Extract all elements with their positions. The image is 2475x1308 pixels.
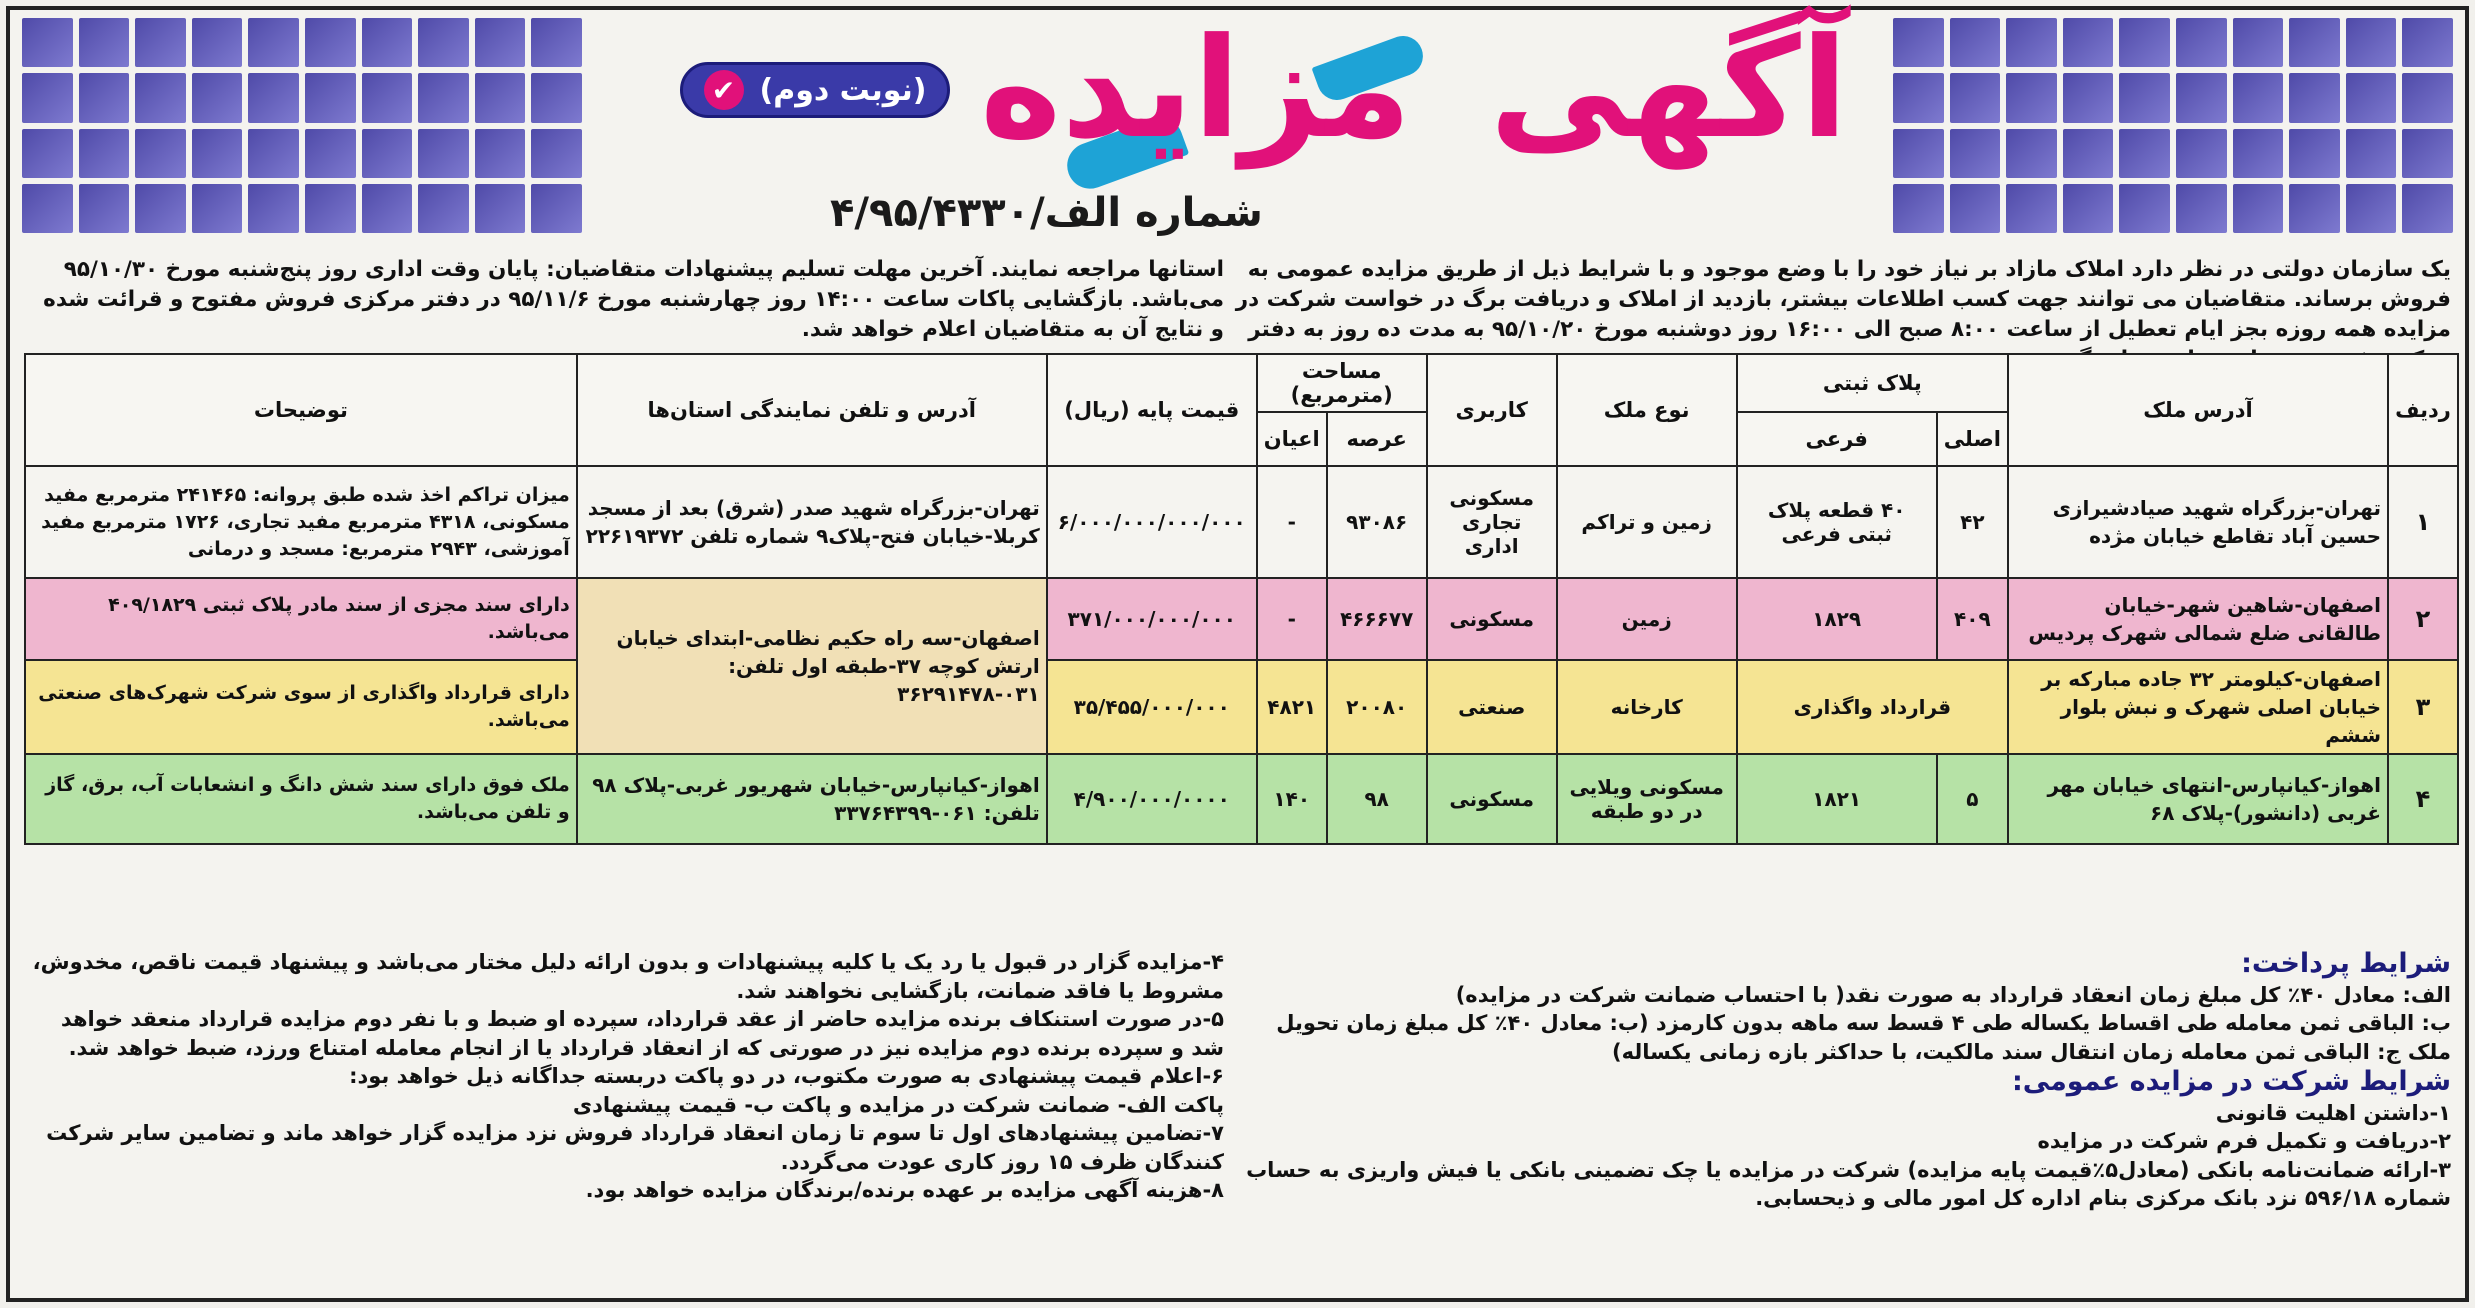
- intro-text-left: استانها مراجعه نمایند. آخرین مهلت تسلیم پیشنهادات متقاضیان: پایان وقت اداری روز پنج‌شنبه مورخ ۹۵/۱۰/۳۰ می‌باشد. بازگشایی پاکات ساعت ۱۴:۰۰ روز چهارشنبه مورخ ۹۵/۱۱/۶ در دفتر مرکزی فروش مفتوح و قرائت شده و نتایج آن به متقاضیان اعلام خواهد شد.: [43, 257, 1224, 342]
- intro-text-right: یک سازمان دولتی در نظر دارد املاک مازاد بر نیاز خود را با وضع موجود و با شرایط ذیل از طریق مزایده عمومی به فروش برساند. متقاضیان می توانند جهت کسب اطلاعات بیشتر، بازدید از املاک و دریافت برگ در خواست شرکت در مزایده همه روزه بجز ایام تعطیل از ساعت ۸:۰۰ صبح الی ۱۶:۰۰ روز دوشنبه مورخ ۹۵/۱۰/۲۰ به مدت ده روز به دفتر: [1235, 257, 2451, 342]
- property-address: اصفهان-شاهین شهر-خیابان طالقانی ضلع شمالی شهرک پردیس: [2008, 578, 2388, 660]
- area-building: ۴۸۲۱: [1257, 660, 1327, 754]
- col-plate: پلاک ثبتی: [1737, 354, 2008, 412]
- plate-sub: ۱۸۲۹: [1737, 578, 1937, 660]
- notes: میزان تراکم اخذ شده طبق پروانه: ۲۴۱۴۶۵ مترمربع مفید مسکونی، ۴۳۱۸ مترمربع مفید تجاری، ۱۷۲۶ مترمربع مفید آموزشی، ۲۹۴۳ مترمربع: مسجد و درمانی: [25, 466, 577, 578]
- row-number: ۱: [2388, 466, 2458, 578]
- col-address: آدرس ملک: [2008, 354, 2388, 466]
- row-number: ۴: [2388, 754, 2458, 844]
- check-icon: ✔: [704, 70, 744, 110]
- notes: دارای قرارداد واگذاری از سوی شرکت شهرک‌های صنعتی می‌باشد.: [25, 660, 577, 754]
- decorative-mosaic-right: [1893, 18, 2453, 233]
- property-usage: صنعتی: [1427, 660, 1557, 754]
- header: [10, 10, 2465, 245]
- col-notes: توضیحات: [25, 354, 577, 466]
- property-address: اهواز-کیانپارس-انتهای خیابان مهر غربی (دانشور)-پلاک ۶۸: [2008, 754, 2388, 844]
- area-building: ۱۴۰: [1257, 754, 1327, 844]
- col-area: مساحت (مترمربع): [1257, 354, 1427, 412]
- general-conditions-title: شرایط شرکت در مزایده عمومی:: [2011, 1066, 2451, 1097]
- general-condition-3: ۳-ارائه ضمانت‌نامه بانکی (معادل۵٪قیمت پایه مزایده) شرکت در مزایده یا چک تضمینی بانکی یا فیش واریزی به حساب شماره ۵۹۶/۱۸ نزد بانک مرکزی بنام اداره کل امور مالی و ذیحسابی.: [1246, 1157, 2451, 1210]
- base-price: ۳۵/۴۵۵/۰۰۰/۰۰۰: [1047, 660, 1257, 754]
- conditions-right: [1231, 948, 2451, 1213]
- area-land: ۹۸: [1327, 754, 1427, 844]
- property-address: تهران-بزرگراه شهید صیادشیرازی حسین آباد تقاطع خیابان مژده: [2008, 466, 2388, 578]
- general-condition-1: ۱-داشتن اهلیت قانونی: [2215, 1100, 2451, 1125]
- advertisement-page: [6, 6, 2469, 1302]
- plate-main: ۵: [1937, 754, 2008, 844]
- property-address: اصفهان-کیلومتر ۳۲ جاده مبارکه بر خیابان اصلی شهرک و نبش بلوار ششم: [2008, 660, 2388, 754]
- plate-sub: ۱۸۲۱: [1737, 754, 1937, 844]
- col-plate-sub: فرعی: [1737, 412, 1937, 466]
- col-row: ردیف: [2388, 354, 2458, 466]
- table-row: [25, 660, 2458, 754]
- area-land: ۲۰۰۸۰: [1327, 660, 1427, 754]
- property-type: زمین: [1557, 578, 1737, 660]
- payment-conditions-title: شرایط پرداخت:: [2241, 948, 2451, 979]
- property-usage: مسکونی: [1427, 754, 1557, 844]
- property-type: مسکونی ویلایی در دو طبقه: [1557, 754, 1737, 844]
- second-notice-badge: [680, 62, 950, 118]
- notes: ملک فوق دارای سند شش دانگ و انشعابات آب، برق، گاز و تلفن می‌باشد.: [25, 754, 577, 844]
- page-title: [980, 8, 1848, 169]
- property-type: زمین و تراکم: [1557, 466, 1737, 578]
- title-word-auction: مزایده: [980, 8, 1412, 169]
- table-row: [25, 466, 2458, 578]
- property-usage: مسکونی تجاری اداری: [1427, 466, 1557, 578]
- col-office: آدرس و تلفن نمایندگی استان‌ها: [577, 354, 1047, 466]
- property-type: کارخانه: [1557, 660, 1737, 754]
- table-row: [25, 754, 2458, 844]
- property-usage: مسکونی: [1427, 578, 1557, 660]
- col-area-building: اعیان: [1257, 412, 1327, 466]
- general-condition-6b: پاکت الف- ضمانت شرکت در مزایده و پاکت ب- قیمت پیشنهادی: [572, 1092, 1224, 1117]
- base-price: ۶/۰۰۰/۰۰۰/۰۰۰/۰۰۰: [1047, 466, 1257, 578]
- row-number: ۲: [2388, 578, 2458, 660]
- plate-merged: قرارداد واگذاری: [1737, 660, 2008, 754]
- badge-label: (نوبت دوم): [759, 72, 927, 108]
- conditions-left: [24, 948, 1224, 1205]
- general-condition-4: ۴-مزایده گزار در قبول یا رد یک یا کلیه پیشنهادات و بدون ارائه دلیل مختار می‌باشد و پیشنهاد قیمت ناقص، مخدوش، مشروط یا فاقد ضمانت، بازگشایی نخواهند شد.: [32, 950, 1224, 1003]
- col-type: نوع ملک: [1557, 354, 1737, 466]
- general-condition-5: ۵-در صورت استنکاف برنده مزایده حاضر از عقد قرارداد، سپرده او ضبط و با نفر دوم مزایده قرارداد منعقد خواهد شد و سپرده برنده دوم مزایده نیز در صورتی که از انعقاد قرارداد یا از انجام معامله امتناع ورزد، ضبط خواهد شد.: [60, 1007, 1224, 1060]
- row-number: ۳: [2388, 660, 2458, 754]
- general-condition-2: ۲-دریافت و تکمیل فرم شرکت در مزایده: [2037, 1129, 2451, 1153]
- notes: دارای سند مجزی از سند مادر پلاک ثبتی ۴۰۹/۱۸۲۹ می‌باشد.: [25, 578, 577, 660]
- payment-condition-b: ب: الباقی ثمن معامله طی اقساط یکساله طی ۴ قسط سه ماهه بدون کارمزد (ب: معادل ۴۰٪ کل مبلغ زمان تحویل ملک ج: الباقی ثمن معامله زمان انتقال سند مالکیت، با حداکثر بازه زمانی یکساله): [1276, 1011, 2451, 1064]
- plate-sub: ۴۰ قطعه پلاک ثبتی فرعی: [1737, 466, 1937, 578]
- col-plate-main: اصلی: [1937, 412, 2008, 466]
- plate-main: ۴۲: [1937, 466, 2008, 578]
- payment-condition-a: الف: معادل ۴۰٪ کل مبلغ زمان انعقاد قرارداد به صورت نقد( با احتساب ضمانت شرکت در مزایده): [1455, 982, 2451, 1007]
- general-condition-7: ۷-تضامین پیشنهادهای اول تا سوم تا زمان انعقاد قرارداد فروش نزد مزایده گزار خواهد ماند و تضامین سایر شرکت کنندگان ظرف ۱۵ روز کاری عودت می‌گردد.: [46, 1121, 1224, 1174]
- area-land: ۹۳۰۸۶: [1327, 466, 1427, 578]
- plate-main: ۴۰۹: [1937, 578, 2008, 660]
- col-area-land: عرصه: [1327, 412, 1427, 466]
- ad-number: شماره الف/۴/۹۵/۴۳۳۰: [830, 190, 1263, 236]
- area-building: -: [1257, 578, 1327, 660]
- decorative-mosaic-left: [22, 18, 582, 233]
- office-contact: اهواز-کیانپارس-خیابان شهریور غربی-پلاک ۹۸ تلفن: ۰۶۱-۳۳۷۶۴۳۹۹: [577, 754, 1047, 844]
- office-contact: تهران-بزرگراه شهید صدر (شرق) بعد از مسجد کربلا-خیابان فتح-پلاک۹ شماره تلفن ۲۲۶۱۹۳۷۲: [577, 466, 1047, 578]
- col-usage: کاربری: [1427, 354, 1557, 466]
- title-word-ad: آگهی: [1489, 8, 1848, 169]
- area-building: -: [1257, 466, 1327, 578]
- col-price: قیمت پایه (ریال): [1047, 354, 1257, 466]
- base-price: ۴/۹۰۰/۰۰۰/۰۰۰۰: [1047, 754, 1257, 844]
- general-condition-6: ۶-اعلام قیمت پیشنهادی به صورت مکتوب، در دو پاکت دربسته جداگانه ذیل خواهد بود:: [349, 1064, 1224, 1088]
- base-price: ۳۷۱/۰۰۰/۰۰۰/۰۰۰: [1047, 578, 1257, 660]
- general-condition-8: ۸-هزینه آگهی مزایده بر عهده برنده/برندگان مزایده خواهد بود.: [585, 1178, 1224, 1202]
- office-contact: اصفهان-سه راه حکیم نظامی-ابتدای خیابان ارتش کوچه ۳۷-طبقه اول تلفن: ۰۳۱-۳۶۲۹۱۴۷۸: [577, 578, 1047, 754]
- properties-table: [24, 353, 2459, 845]
- table-row: [25, 578, 2458, 660]
- area-land: ۴۶۶۶۷۷: [1327, 578, 1427, 660]
